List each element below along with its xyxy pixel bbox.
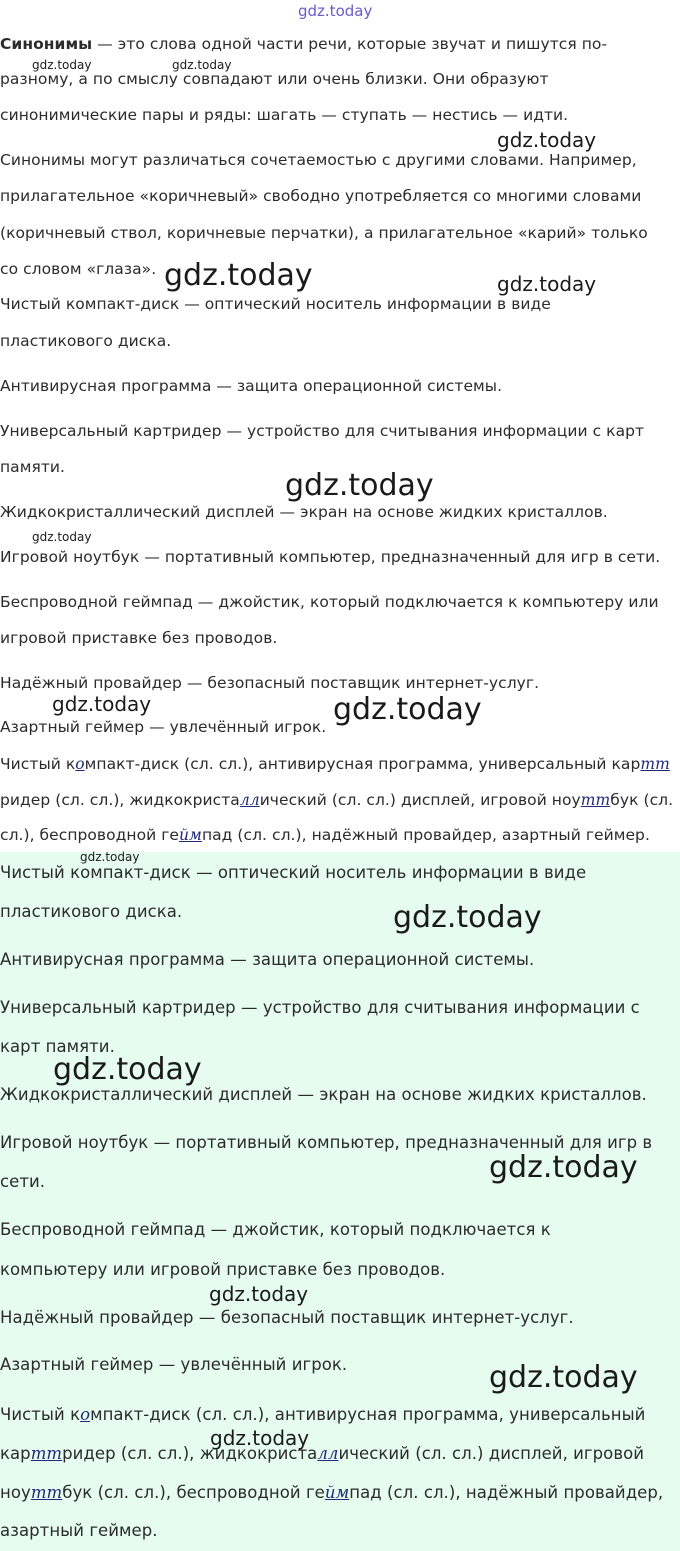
answer-gamepad-line-2: компьютеру или игровой приставке без проводов. bbox=[0, 1260, 446, 1279]
text-span: ридер (сл. сл.), жидкокриста bbox=[0, 791, 240, 809]
watermark: gdz.today bbox=[209, 1282, 309, 1306]
definition-gamer: Азартный геймер — увлечённый игрок. bbox=[0, 718, 327, 736]
answer-laptop-line-2: сети. bbox=[0, 1172, 46, 1191]
compatibility-line-3: (коричневый ствол, коричневые перчатки), а прилагательное «карий» только bbox=[0, 224, 648, 242]
text-span: мпакт-диск (сл. сл.), антивирусная программа, универсальный bbox=[90, 1405, 646, 1424]
definition-lcd: Жидкокристаллический дисплей — экран на основе жидких кристаллов. bbox=[0, 503, 608, 521]
text-span: Чистый к bbox=[0, 1405, 81, 1424]
compatibility-line-4: со словом «глаза». bbox=[0, 260, 157, 278]
text-span: Чистый к bbox=[0, 755, 76, 773]
text-span: сл.), беспроводной ге bbox=[0, 826, 180, 844]
answer-cd-line-1: Чистый компакт-диск — оптический носитель информации в виде bbox=[0, 863, 587, 882]
watermark: gdz.today bbox=[53, 1052, 202, 1087]
answer-spelling-line-3 bbox=[0, 1483, 663, 1502]
definition-provider: Надёжный провайдер — безопасный поставщик интернет-услуг. bbox=[0, 674, 540, 692]
synonyms-term: Синонимы bbox=[0, 35, 93, 53]
text-span: ический (сл. сл.) дисплей, игровой bbox=[338, 1444, 645, 1463]
watermark: gdz.today bbox=[172, 58, 232, 72]
highlighted-letter: тт bbox=[580, 791, 611, 809]
watermark: gdz.today bbox=[210, 1426, 310, 1450]
watermark: gdz.today bbox=[333, 692, 482, 727]
definition-laptop: Игровой ноутбук — портативный компьютер, предназначенный для игр в сети. bbox=[0, 548, 661, 566]
answer-gamepad-line-1: Беспроводной геймпад — джойстик, который подключается к bbox=[0, 1220, 551, 1239]
highlighted-letter: о bbox=[75, 755, 85, 773]
synonyms-definition-line-2: разному, а по смыслу совпадают или очень близки. Они образуют bbox=[0, 70, 549, 88]
text-span: бук (сл. bbox=[610, 791, 674, 809]
text-span: кар bbox=[0, 1444, 31, 1463]
answer-antivirus: Антивирусная программа — защита операционной системы. bbox=[0, 950, 535, 969]
compatibility-line-2: прилагательное «коричневый» свободно употребляется со многими словами bbox=[0, 187, 642, 205]
text-span: пад (сл. сл.), надёжный провайдер, bbox=[349, 1483, 664, 1502]
highlighted-letter: тт bbox=[30, 1444, 63, 1463]
synonyms-definition-line-1 bbox=[0, 35, 607, 53]
highlighted-letter: тт bbox=[640, 755, 670, 773]
synonyms-definition-line-3: синонимические пары и ряды: шагать — ступать — нестись — идти. bbox=[0, 106, 569, 124]
spelling-line-2 bbox=[0, 791, 673, 809]
watermark: gdz.today bbox=[489, 1150, 638, 1185]
answer-spelling-line-4: азартный геймер. bbox=[0, 1521, 158, 1540]
watermark: gdz.today bbox=[497, 128, 597, 152]
definition-cd-line-2: пластикового диска. bbox=[0, 332, 172, 350]
definition-antivirus: Антивирусная программа — защита операционной системы. bbox=[0, 377, 503, 395]
watermark: gdz.today bbox=[489, 1360, 638, 1395]
answer-cd-line-2: пластикового диска. bbox=[0, 902, 183, 921]
definition-gamepad-line-2: игровой приставке без проводов. bbox=[0, 629, 278, 647]
highlighted-letter: лл bbox=[317, 1444, 339, 1463]
spelling-line-1 bbox=[0, 755, 670, 773]
watermark: gdz.today bbox=[285, 468, 434, 503]
highlighted-letter: йм bbox=[179, 826, 202, 844]
watermark: gdz.today bbox=[164, 258, 313, 293]
answer-laptop-line-1: Игровой ноутбук — портативный компьютер, предназначенный для игр в bbox=[0, 1133, 653, 1152]
answer-lcd: Жидкокристаллический дисплей — экран на основе жидких кристаллов. bbox=[0, 1085, 647, 1104]
highlighted-letter: йм bbox=[324, 1483, 350, 1502]
definition-gamepad-line-1: Беспроводной геймпад — джойстик, который подключается к компьютеру или bbox=[0, 593, 659, 611]
answer-cardreader-line-2: карт памяти. bbox=[0, 1037, 115, 1056]
text-span: ический (сл. сл.) дисплей, игровой ноу bbox=[259, 791, 581, 809]
watermark: gdz.today bbox=[32, 58, 92, 72]
text-span: ридер (сл. сл.), жидкокриста bbox=[62, 1444, 318, 1463]
spelling-line-3 bbox=[0, 826, 650, 844]
definition-cardreader-line-1: Универсальный картридер — устройство для считывания информации с карт bbox=[0, 422, 645, 440]
watermark: gdz.today bbox=[298, 2, 373, 20]
text-span: пад (сл. сл.), надёжный провайдер, азартный геймер. bbox=[201, 826, 650, 844]
compatibility-line-1: Синонимы могут различаться сочетаемостью с другими словами. Например, bbox=[0, 151, 637, 169]
watermark: gdz.today bbox=[80, 850, 140, 864]
watermark: gdz.today bbox=[52, 692, 152, 716]
answer-gamer: Азартный геймер — увлечённый игрок. bbox=[0, 1355, 348, 1374]
text-span: бук (сл. сл.), беспроводной ге bbox=[62, 1483, 325, 1502]
answer-spelling-line-1 bbox=[0, 1405, 645, 1424]
text-span: мпакт-диск (сл. сл.), антивирусная программа, универсальный кар bbox=[84, 755, 641, 773]
watermark: gdz.today bbox=[393, 900, 542, 935]
watermark: gdz.today bbox=[32, 530, 92, 544]
text-span: ноу bbox=[0, 1483, 31, 1502]
highlighted-letter: о bbox=[80, 1405, 91, 1424]
highlighted-letter: тт bbox=[30, 1483, 63, 1502]
text-span: — это слова одной части речи, которые звучат и пишутся по- bbox=[92, 35, 608, 53]
definition-cardreader-line-2: памяти. bbox=[0, 458, 66, 476]
highlighted-letter: лл bbox=[239, 791, 260, 809]
answer-spelling-line-2 bbox=[0, 1444, 644, 1463]
answer-provider: Надёжный провайдер — безопасный поставщик интернет-услуг. bbox=[0, 1308, 574, 1327]
watermark: gdz.today bbox=[497, 272, 597, 296]
definition-cd-line-1: Чистый компакт-диск — оптический носитель информации в виде bbox=[0, 295, 551, 313]
answer-cardreader-line-1: Универсальный картридер — устройство для считывания информации с bbox=[0, 998, 640, 1017]
